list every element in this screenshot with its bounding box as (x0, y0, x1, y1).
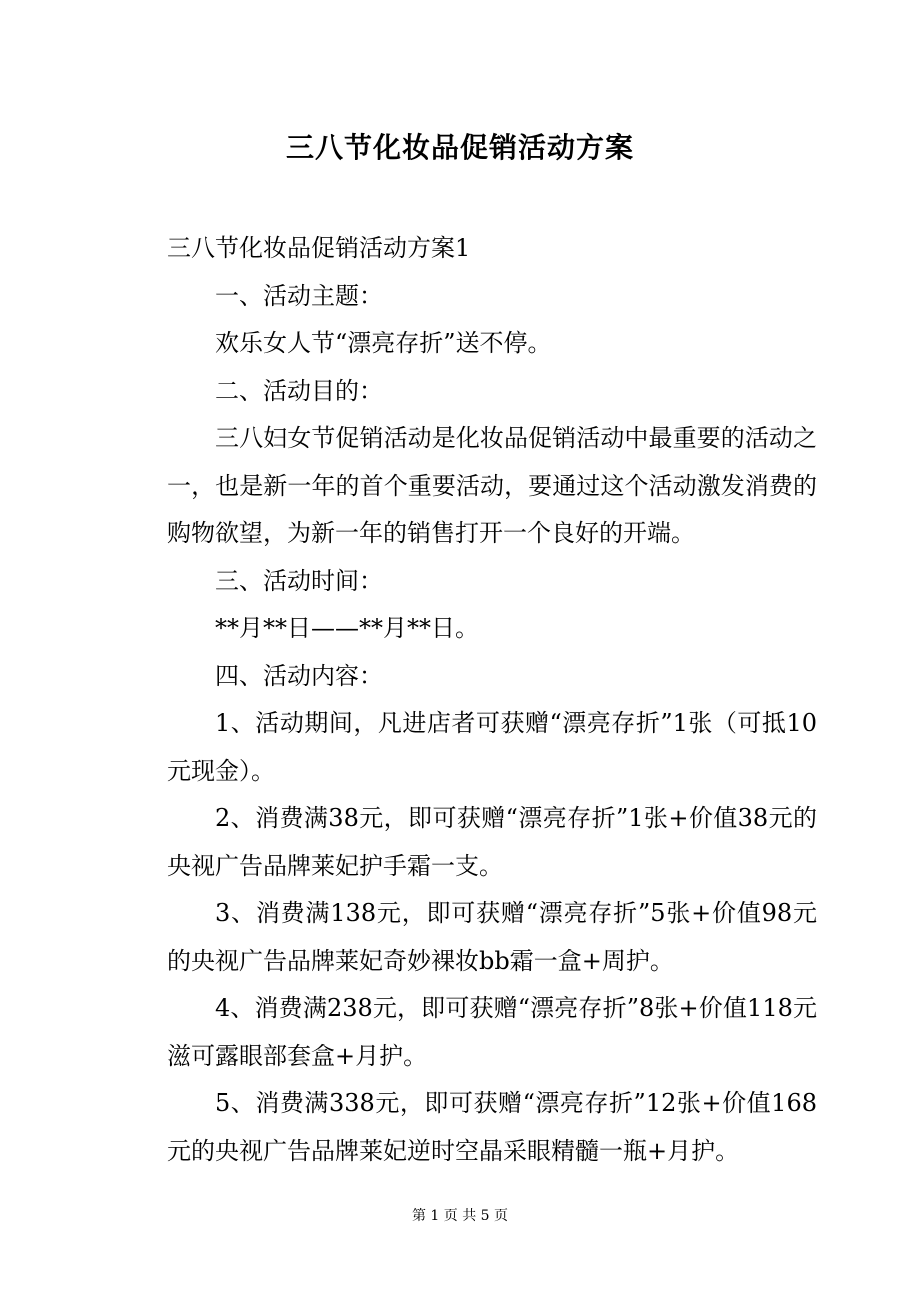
content-item-4: 4、消费满238元，即可获赠“漂亮存折”8张+价值118元滋可露眼部套盒+月护。 (167, 994, 817, 1070)
content-item-5: 5、消费满338元，即可获赠“漂亮存折”12张+价值168元的央视广告品牌莱妃逆时空晶采眼精髓一瓶+月护。 (167, 1089, 817, 1165)
document-title: 三八节化妆品促销活动方案 (285, 131, 634, 164)
content-item-1: 1、活动期间，凡进店者可获赠“漂亮存折”1张（可抵10元现金）。 (167, 709, 817, 785)
content-item-3: 3、消费满138元，即可获赠“漂亮存折”5张+价值98元的央视广告品牌莱妃奇妙裸妆bb霜一盒+周护。 (167, 899, 817, 975)
heading-time: 三、活动时间： (215, 566, 383, 595)
heading-content: 四、活动内容： (215, 661, 383, 690)
heading-theme: 一、活动主题： (215, 281, 383, 310)
page-number-footer: 第 1 页 共 5 页 (411, 1208, 509, 1224)
paragraph-theme: 欢乐女人节“漂亮存折”送不停。 (215, 329, 552, 357)
paragraph-purpose: 三八妇女节促销活动是化妆品促销活动中最重要的活动之一，也是新一年的首个重要活动，要通过这个活动激发消费的购物欲望，为新一年的销售打开一个良好的开端。 (167, 424, 817, 547)
section-subtitle: 三八节化妆品促销活动方案1 (167, 234, 471, 262)
heading-purpose: 二、活动目的： (215, 376, 383, 405)
document-body (167, 225, 817, 1175)
content-item-2: 2、消费满38元，即可获赠“漂亮存折”1张+价值38元的央视广告品牌莱妃护手霜一支。 (167, 804, 817, 880)
paragraph-time: **月**日——**月**日。 (215, 614, 479, 642)
